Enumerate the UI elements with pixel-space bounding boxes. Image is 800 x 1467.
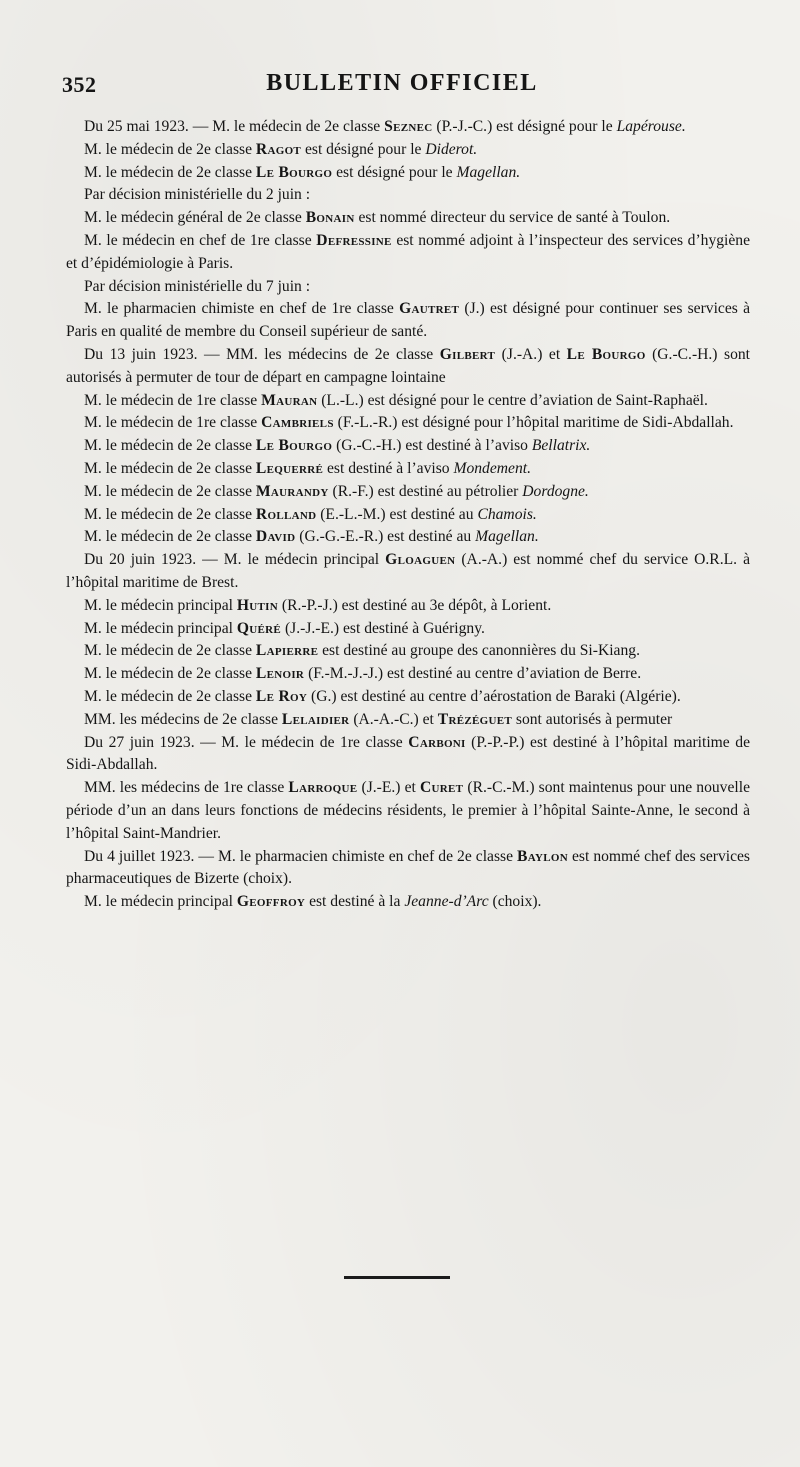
person-name: Carboni: [408, 733, 466, 751]
text-run: (R.-F.) est destiné au pétrolier: [328, 482, 523, 500]
person-name: Seznec: [384, 118, 433, 135]
end-rule: [344, 1276, 450, 1279]
text-run: M. le médecin de 2e classe: [84, 459, 256, 477]
text-run: est désigné pour le: [332, 163, 457, 181]
paragraph: [66, 412, 750, 435]
page-number: 352: [62, 72, 97, 97]
person-name: Baylon: [517, 847, 568, 865]
person-name: Lelaidier: [281, 710, 350, 728]
text-run: M. le médecin de 2e classe: [84, 140, 256, 158]
text-run: Du 13 juin 1923. — MM. les médecins de 2e classe: [84, 345, 440, 363]
person-name: Mauran: [261, 391, 318, 409]
paragraph: [66, 709, 750, 732]
ship-name: Mondement.: [453, 459, 531, 477]
text-run: (E.-L.-M.) est destiné au: [316, 505, 478, 523]
text-run: (G.-C.-H.) sont autorisés à permuter de tour de départ en campagne lointaine: [66, 345, 751, 386]
person-name: Quéré: [236, 619, 282, 637]
text-run: M. le médecin général de 2e classe: [84, 209, 306, 227]
paragraph: [66, 618, 750, 641]
text-run: (G.-C.-H.) est destiné à l’aviso: [332, 437, 532, 455]
paragraph: [66, 686, 750, 709]
paragraph: [66, 344, 750, 390]
paragraph: [66, 549, 750, 595]
text-run: Du 20 juin 1923. — M. le médecin principal: [84, 551, 386, 569]
paragraph: [66, 595, 750, 618]
person-name: Larroque: [288, 779, 358, 797]
text-run: M. le médecin de 2e classe: [84, 482, 256, 500]
text-run: (J.) est désigné pour continuer ses services à Paris en qualité de membre du Conseil supérieur de santé.: [66, 300, 750, 341]
person-name: Le Bourgo: [255, 437, 333, 455]
text-run: Par décision ministérielle du 2 juin :: [84, 186, 311, 204]
person-name: Hutin: [236, 596, 278, 614]
person-name: Lenoir: [255, 665, 305, 683]
person-name: Bonain: [305, 209, 355, 227]
text-run: M. le médecin de 1re classe: [84, 414, 262, 432]
ship-name: Jeanne-d’Arc: [404, 893, 489, 911]
person-name: Gautret: [399, 300, 460, 318]
text-run: (G.-G.-E.-R.) est destiné au: [295, 528, 476, 546]
text-run: (A.-A.-C.) et: [349, 710, 438, 728]
ship-name: Chamois.: [477, 505, 537, 523]
paragraph: [66, 526, 750, 549]
person-name: Gilbert: [439, 345, 496, 363]
paragraph: [66, 481, 750, 504]
text-run: (J.-J.-E.) est destiné à Guérigny.: [281, 619, 485, 637]
text-run: (L.-L.) est désigné pour le centre d’aviation de Saint-Raphaël.: [317, 391, 708, 409]
text-run: (P.-J.-C.) est désigné pour le: [432, 118, 617, 135]
person-name: Le Roy: [255, 687, 308, 705]
person-name: Gloaguen: [385, 551, 456, 569]
person-name: Le Bourgo: [566, 345, 646, 363]
paragraph: [66, 390, 750, 413]
paragraph: [66, 504, 750, 527]
paragraph: [66, 777, 750, 845]
text-run: M. le médecin de 2e classe: [84, 437, 256, 455]
paragraph: [66, 732, 750, 778]
paragraph: [66, 276, 750, 299]
text-run: est destiné à l’aviso: [323, 459, 454, 477]
text-run: M. le médecin de 1re classe: [84, 391, 262, 409]
paragraph: [66, 640, 750, 663]
text-run: Par décision ministérielle du 7 juin :: [84, 277, 311, 295]
paragraph: [66, 184, 750, 207]
text-run: est nommé directeur du service de santé à Toulon.: [354, 209, 671, 227]
text-run: (choix).: [488, 893, 542, 911]
text-run: M. le médecin principal: [84, 893, 237, 911]
paragraph: [66, 298, 750, 344]
page-header: [62, 68, 742, 104]
text-run: sont autorisés à permuter: [512, 710, 673, 728]
paragraph: [66, 207, 750, 230]
paragraph: [66, 435, 750, 458]
paragraph: [66, 116, 750, 139]
person-name: Ragot: [255, 140, 302, 158]
text-run: (J.-A.) et: [495, 345, 567, 363]
text-run: MM. les médecins de 1re classe: [84, 779, 289, 797]
ship-name: Lapérouse.: [616, 118, 686, 135]
text-run: (F.-M.-J.-J.) est destiné au centre d’aviation de Berre.: [304, 665, 642, 683]
person-name: Geoffroy: [236, 893, 306, 911]
paragraph: [66, 458, 750, 481]
paragraph: [66, 846, 750, 892]
person-name: Defressine: [316, 231, 392, 249]
ship-name: Bellatrix.: [531, 437, 591, 455]
text-run: M. le médecin principal: [84, 619, 237, 637]
text-run: M. le médecin de 2e classe: [84, 687, 256, 705]
person-name: Maurandy: [255, 482, 329, 500]
person-name: Cambriels: [261, 414, 334, 432]
text-run: (P.-P.-P.) est destiné à l’hôpital maritime de Sidi-Abdallah.: [66, 733, 750, 774]
text-run: M. le médecin en chef de 1re classe: [84, 231, 317, 249]
text-run: est nommé chef des services pharmaceutiques de Bizerte (choix).: [66, 847, 750, 888]
text-run: Du 27 juin 1923. — M. le médecin de 1re classe: [84, 733, 409, 751]
running-title: BULLETIN OFFICIEL: [266, 70, 538, 96]
text-run: M. le médecin de 2e classe: [84, 642, 256, 660]
person-name: Le Bourgo: [255, 163, 333, 181]
text-run: M. le médecin de 2e classe: [84, 505, 256, 523]
text-run: M. le médecin de 2e classe: [84, 665, 256, 683]
person-name: David: [255, 528, 296, 546]
text-run: (J.-E.) et: [357, 779, 420, 797]
ship-name: Magellan.: [456, 163, 521, 181]
text-run: est désigné pour le: [301, 140, 426, 158]
text-run: M. le pharmacien chimiste en chef de 1re classe: [84, 300, 400, 318]
paragraph: [66, 663, 750, 686]
text-run: M. le médecin de 2e classe: [84, 528, 256, 546]
person-name: Lequerré: [255, 459, 324, 477]
paragraph: [66, 139, 750, 162]
ship-name: Dordogne.: [522, 482, 589, 500]
text-run: (R.-P.-J.) est destiné au 3e dépôt, à Lorient.: [278, 596, 552, 614]
paragraph: [66, 891, 750, 914]
ship-name: Diderot.: [425, 140, 478, 158]
text-run: M. le médecin principal: [84, 596, 237, 614]
text-run: MM. les médecins de 2e classe: [84, 710, 282, 728]
text-run: est nommé adjoint à l’inspecteur des services d’hygiène et d’épidémiologie à Paris.: [66, 231, 751, 272]
text-run: M. le médecin de 2e classe: [84, 163, 256, 181]
person-name: Lapierre: [255, 642, 319, 660]
text-run: (G.) est destiné au centre d’aérostation de Baraki (Algérie).: [307, 687, 681, 705]
text-run: (F.-L.-R.) est désigné pour l’hôpital maritime de Sidi-Abdallah.: [333, 414, 734, 432]
person-name: Rolland: [255, 505, 317, 523]
text-run: est destiné au groupe des canonnières du Si-Kiang.: [318, 642, 640, 660]
text-run: Du 25 mai 1923. — M. le médecin de 2e classe: [84, 118, 385, 135]
text-run: Du 4 juillet 1923. — M. le pharmacien chimiste en chef de 2e classe: [84, 847, 518, 865]
body-text: [66, 116, 750, 914]
paragraph: [66, 162, 750, 185]
person-name: Trézéguet: [437, 710, 512, 728]
text-run: (A.-A.) est nommé chef du service O.R.L. à l’hôpital maritime de Brest.: [66, 551, 750, 591]
paragraph: [66, 230, 750, 276]
text-run: (R.-C.-M.) sont maintenus pour une nouvelle période d’un an dans leurs fonctions de médecins résidents, le premier à l’hôpital Sainte-Anne, le second à l’hôpital Saint-Mandrier.: [66, 779, 750, 842]
text-run: est destiné à la: [305, 893, 405, 911]
ship-name: Magellan.: [475, 528, 539, 546]
person-name: Curet: [419, 779, 464, 797]
